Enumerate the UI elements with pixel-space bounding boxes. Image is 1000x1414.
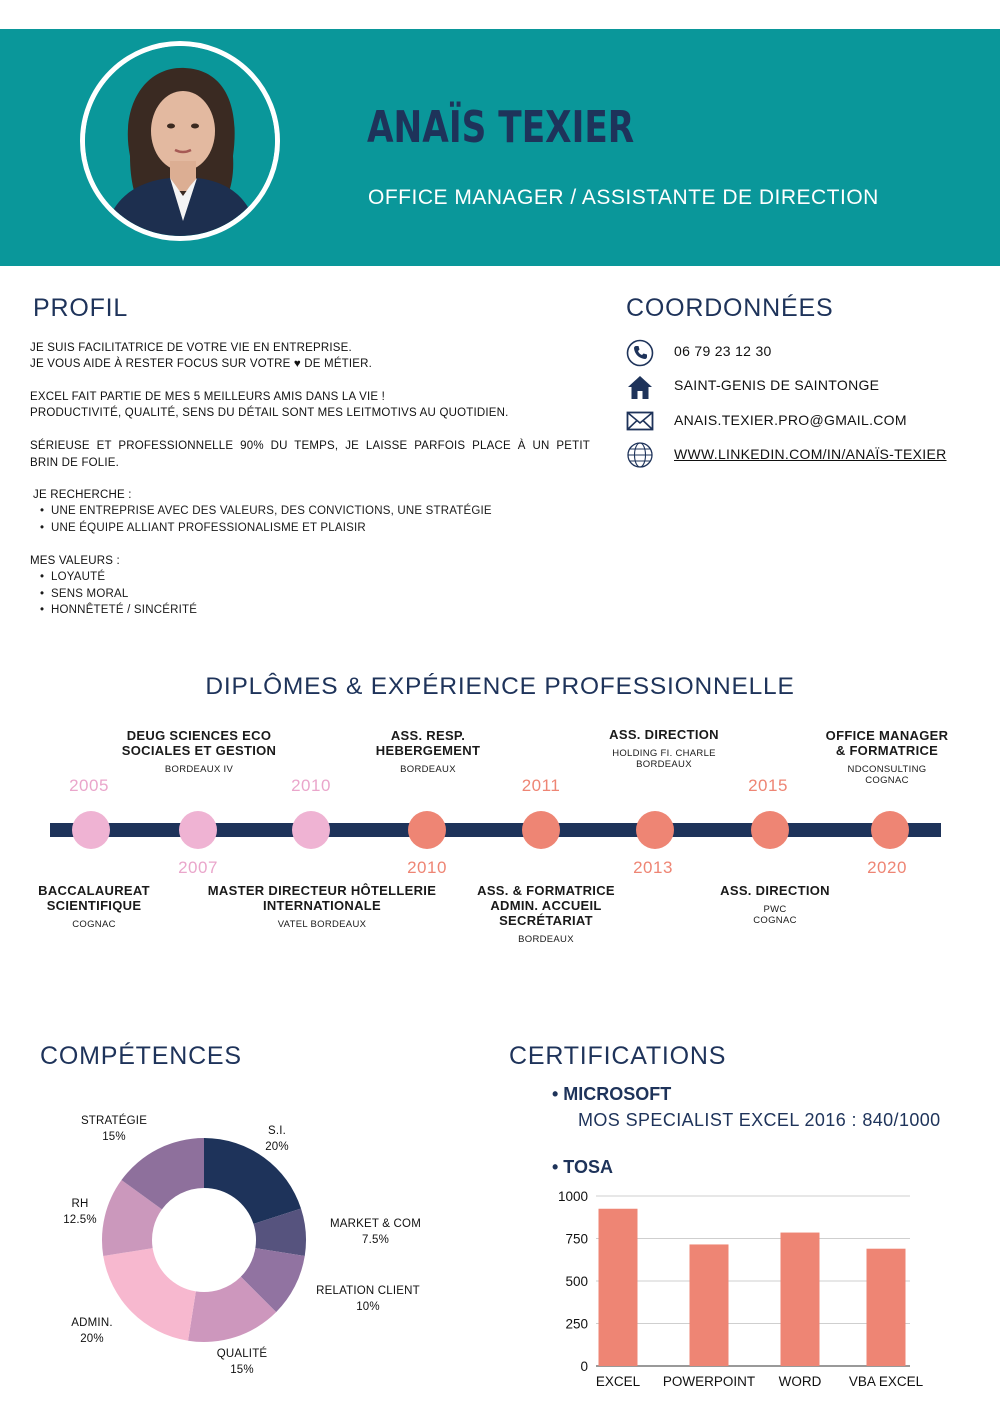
- skills-title: COMPÉTENCES: [40, 1042, 242, 1070]
- pie-label-rh: RH 12.5%: [63, 1198, 97, 1226]
- timeline-year: 2010: [407, 858, 447, 877]
- globe-icon: [626, 441, 654, 469]
- contact-title: COORDONNÉES: [626, 294, 834, 322]
- timeline-year: 2010: [291, 776, 331, 795]
- home-icon: [626, 373, 654, 401]
- timeline-dot: [292, 811, 330, 849]
- contact-phone: 06 79 23 12 30: [674, 343, 772, 359]
- timeline-dot: [751, 811, 789, 849]
- profile-title: PROFIL: [33, 294, 129, 322]
- timeline-year: 2007: [178, 858, 218, 877]
- timeline-event-place: HOLDING FI. CHARLE BORDEAUX: [612, 748, 716, 770]
- value-item: • HONNÊTETÉ / SINCÉRITÉ: [40, 604, 198, 616]
- bar-powerpoint: [690, 1244, 729, 1366]
- cert-tosa-label: • TOSA: [552, 1157, 613, 1177]
- y-tick-label: 1000: [557, 1189, 588, 1204]
- timeline-event-place: BORDEAUX: [400, 764, 456, 775]
- certifications-title: CERTIFICATIONS: [509, 1042, 727, 1070]
- pie-label-admin: ADMIN. 20%: [71, 1317, 113, 1345]
- pie-label-qualite: QUALITÉ 15%: [216, 1348, 268, 1376]
- timeline-event-title: OFFICE MANAGER & FORMATRICE: [825, 728, 949, 758]
- bar-word: [781, 1233, 820, 1366]
- bar-excel: [599, 1209, 638, 1366]
- timeline-event-place: PWC COGNAC: [753, 904, 797, 926]
- values-title: MES VALEURS :: [30, 555, 120, 567]
- timeline-event-title: ASS. DIRECTION: [720, 883, 830, 898]
- phone-icon: [626, 339, 654, 367]
- x-tick-label: VBA EXCEL: [848, 1374, 924, 1389]
- y-tick-label: 750: [565, 1231, 588, 1247]
- timeline-event-title: DEUG SCIENCES ECO SOCIALES ET GESTION: [121, 728, 277, 758]
- y-tick-label: 500: [565, 1274, 588, 1289]
- timeline-year: 2020: [867, 858, 907, 877]
- timeline-event-title: BACCALAUREAT SCIENTIFIQUE: [38, 883, 150, 913]
- bar-vba-excel: [867, 1249, 906, 1366]
- cert-microsoft-label: • MICROSOFT: [552, 1084, 672, 1104]
- contact-linkedin-link[interactable]: WWW.LINKEDIN.COM/IN/ANAÏS-TEXIER: [674, 446, 947, 462]
- timeline-event-title: ASS. RESP. HEBERGEMENT: [375, 728, 481, 758]
- timeline-year: 2011: [521, 776, 561, 795]
- x-tick-label: EXCEL: [595, 1374, 641, 1389]
- profile-line: BRIN DE FOLIE.: [30, 457, 120, 469]
- timeline-dot: [871, 811, 909, 849]
- timeline-event-place: NDCONSULTING COGNAC: [847, 764, 927, 786]
- profile-line: PRODUCTIVITÉ, QUALITÉ, SENS DU DÉTAIL SONT MES LEITMOTIVS AU QUOTIDIEN.: [30, 407, 509, 419]
- pie-label-relation: RELATION CLIENT 10%: [316, 1285, 420, 1313]
- timeline-dot: [522, 811, 560, 849]
- pie-label-strategie: STRATÉGIE 15%: [80, 1115, 148, 1143]
- y-tick-label: 0: [580, 1359, 588, 1374]
- y-tick-label: 250: [565, 1316, 588, 1332]
- profile-line: JE VOUS AIDE À RESTER FOCUS SUR VOTRE ♥ DE MÉTIER.: [30, 358, 373, 370]
- profile-photo: [80, 41, 280, 241]
- mail-icon: [626, 407, 654, 435]
- profile-line: EXCEL FAIT PARTIE DE MES 5 MEILLEURS AMIS DANS LA VIE !: [30, 391, 386, 403]
- timeline-event-place: VATEL BORDEAUX: [277, 919, 367, 930]
- timeline-title: DIPLÔMES & EXPÉRIENCE PROFESSIONNELLE: [205, 673, 795, 700]
- profile-line: JE SUIS FACILITATRICE DE VOTRE VIE EN ENTREPRISE.: [30, 342, 352, 354]
- person-name: ANAÏS TEXIER: [367, 102, 635, 153]
- cert-microsoft-detail: MOS SPECIALIST EXCEL 2016 : 840/1000: [578, 1110, 941, 1130]
- job-title: OFFICE MANAGER / ASSISTANTE DE DIRECTION: [368, 186, 879, 209]
- timeline-year: 2005: [69, 776, 109, 795]
- pie-label-market: MARKET & COM 7.5%: [329, 1218, 421, 1246]
- search-title: JE RECHERCHE :: [33, 489, 132, 501]
- timeline-event-title: ASS. & FORMATRICE ADMIN. ACCUEIL SECRÉTARIAT: [477, 883, 615, 928]
- pie-label-si: S.I. 20%: [265, 1125, 289, 1153]
- x-tick-label: POWERPOINT: [662, 1374, 756, 1389]
- search-item: • UNE ÉQUIPE ALLIANT PROFESSIONALISME ET PLAISIR: [40, 522, 366, 534]
- timeline-dot: [72, 811, 110, 849]
- timeline-event-title: ASS. DIRECTION: [609, 727, 719, 742]
- value-item: • SENS MORAL: [40, 588, 129, 600]
- timeline-year: 2015: [748, 776, 788, 795]
- timeline-dot: [636, 811, 674, 849]
- timeline-event-place: COGNAC: [72, 919, 116, 930]
- x-tick-label: WORD: [778, 1374, 822, 1389]
- contact-email[interactable]: ANAIS.TEXIER.PRO@GMAIL.COM: [674, 412, 907, 428]
- timeline-event-place: BORDEAUX IV: [164, 764, 234, 775]
- timeline-dot: [408, 811, 446, 849]
- timeline-event-title: MASTER DIRECTEUR HÔTELLERIE INTERNATIONALE: [207, 883, 437, 913]
- tosa-bar-chart: [540, 1185, 940, 1395]
- timeline-dot: [179, 811, 217, 849]
- value-item: • LOYAUTÉ: [40, 571, 106, 583]
- timeline-event-place: BORDEAUX: [518, 934, 574, 945]
- search-item: • UNE ENTREPRISE AVEC DES VALEURS, DES CONVICTIONS, UNE STRATÉGIE: [40, 505, 492, 517]
- profile-line: SÉRIEUSE ET PROFESSIONNELLE 90% DU TEMPS, JE LAISSE PARFOIS PLACE À UN PETIT: [30, 440, 590, 452]
- timeline-year: 2013: [633, 858, 673, 877]
- contact-address: SAINT-GENIS DE SAINTONGE: [674, 377, 880, 393]
